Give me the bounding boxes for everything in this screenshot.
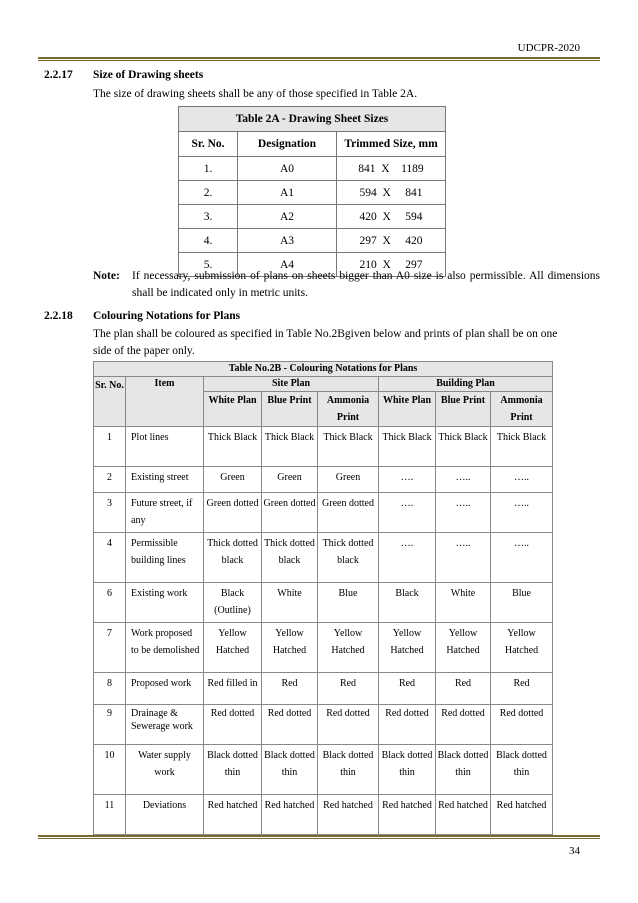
row-item: Plot lines [126,427,204,467]
section-number: 2.2.17 [44,69,73,81]
column-header: Ammonia Print [318,392,379,427]
row-number: 3 [94,493,126,533]
table-cell: …. [379,467,436,493]
table-cell: Red [318,673,379,705]
row-number: 4 [94,533,126,583]
table-row [179,157,446,181]
table-cell: Yellow Hatched [379,623,436,673]
table-cell: Black dotted thin [491,745,553,795]
section-number: 2.2.18 [44,310,73,322]
table-cell: A1 [238,181,337,205]
table-caption: Table No.2B - Colouring Notations for Plans [94,362,553,377]
table-cell: A0 [238,157,337,181]
table-caption: Table 2A - Drawing Sheet Sizes [179,107,446,132]
table-cell: 594 X 841 [337,181,446,205]
document-code: UDCPR-2020 [517,42,580,54]
column-header: Blue Print [436,392,491,427]
table-cell: Red hatched [262,795,318,835]
table-cell: Red dotted [436,705,491,745]
footer-rule-thin [38,838,600,839]
column-header: White Plan [204,392,262,427]
row-item: Future street, if any [126,493,204,533]
section-intro: The size of drawing sheets shall be any of those specified in Table 2A. [93,88,418,100]
table-row [179,229,446,253]
table-cell: Red dotted [491,705,553,745]
row-number: 9 [94,705,126,745]
row-item: Work proposed to be demolished [126,623,204,673]
table-cell: Red hatched [491,795,553,835]
table-cell: Red [491,673,553,705]
table-cell: …. [379,533,436,583]
table-cell: Black (Outline) [204,583,262,623]
table-cell: Red hatched [436,795,491,835]
row-number: 8 [94,673,126,705]
table-cell: 1. [179,157,238,181]
table-cell: 4. [179,229,238,253]
table-cell: Black dotted thin [318,745,379,795]
table-cell: Red hatched [379,795,436,835]
group-header-building-plan: Building Plan [379,377,553,392]
table-cell: Blue [491,583,553,623]
table-cell: A4 [238,253,337,277]
table-cell: Yellow Hatched [491,623,553,673]
table-cell: Green [262,467,318,493]
table-cell: Yellow Hatched [204,623,262,673]
table-cell: 297 X 420 [337,229,446,253]
table-cell: Thick dotted black [318,533,379,583]
table-cell: Black dotted thin [436,745,491,795]
table-row [94,673,553,705]
note-text: If necessary, submission of plans on sheets bigger than A0 size is also permissible. All dimensions shall be indicated only in metric units. [132,270,600,299]
table-cell: Thick Black [379,427,436,467]
table-cell: 5. [179,253,238,277]
table-row [94,745,553,795]
drawing-sheet-sizes-table [178,106,446,277]
header-rule-thin [38,60,600,61]
group-header-site-plan: Site Plan [204,377,379,392]
table-cell: …. [379,493,436,533]
row-number: 11 [94,795,126,835]
table-cell: Black dotted thin [204,745,262,795]
table-row [94,583,553,623]
table-row [94,705,553,745]
table-cell: Red filled in [204,673,262,705]
table-cell: Thick Black [491,427,553,467]
table-row [94,493,553,533]
row-number: 1 [94,427,126,467]
row-number: 10 [94,745,126,795]
table-cell: Thick Black [436,427,491,467]
table-cell: Thick Black [318,427,379,467]
row-number: 6 [94,583,126,623]
column-header: Sr. No. [179,132,238,157]
table-cell: 2. [179,181,238,205]
table-cell: Yellow Hatched [436,623,491,673]
table-cell: ….. [491,493,553,533]
row-item: Existing street [126,467,204,493]
table-cell: Red dotted [204,705,262,745]
table-cell: Blue [318,583,379,623]
table-cell: Red hatched [318,795,379,835]
table-cell: Thick Black [204,427,262,467]
row-item: Water supply work [126,745,204,795]
table-cell: 3. [179,205,238,229]
column-header-sr: Sr. No. [94,377,126,427]
table-cell: A3 [238,229,337,253]
row-item: Drainage & Sewerage work [126,705,204,745]
row-item: Permissible building lines [126,533,204,583]
table-cell: ….. [436,533,491,583]
table-cell: ….. [436,467,491,493]
table-cell: Green [204,467,262,493]
column-header-item: Item [126,377,204,427]
table-cell: ….. [491,533,553,583]
table-cell: Red dotted [379,705,436,745]
table-row [94,467,553,493]
row-number: 2 [94,467,126,493]
table-cell: White [436,583,491,623]
column-header: Blue Print [262,392,318,427]
table-row [94,623,553,673]
table-cell: Yellow Hatched [262,623,318,673]
note-label: Note: [93,270,120,282]
table-row [179,181,446,205]
table-cell: Thick dotted black [262,533,318,583]
table-cell: Green [318,467,379,493]
row-number: 7 [94,623,126,673]
table-cell: Green dotted [318,493,379,533]
table-cell: 210 X 297 [337,253,446,277]
column-header: Designation [238,132,337,157]
table-row [94,427,553,467]
table-cell: ….. [491,467,553,493]
section-intro: The plan shall be coloured as specified in Table No.2Bgiven below and prints of plan shall be on one side of the paper only. [93,328,558,357]
table-cell: Yellow Hatched [318,623,379,673]
table-cell: Red dotted [262,705,318,745]
table-row [94,795,553,835]
row-item: Proposed work [126,673,204,705]
row-item: Deviations [126,795,204,835]
header-rule [38,57,600,59]
table-cell: Red dotted [318,705,379,745]
footer-rule [38,835,600,837]
column-header: White Plan [379,392,436,427]
table-cell: 841 X 1189 [337,157,446,181]
section-title: Colouring Notations for Plans [93,310,241,322]
table-cell: ….. [436,493,491,533]
table-cell: White [262,583,318,623]
table-cell: Red [262,673,318,705]
table-cell: Black dotted thin [379,745,436,795]
table-cell: Red hatched [204,795,262,835]
table-cell: Green dotted [262,493,318,533]
table-cell: Red [436,673,491,705]
table-cell: Black [379,583,436,623]
column-header: Ammonia Print [491,392,553,427]
colouring-notations-table [93,361,553,835]
column-header: Trimmed Size, mm [337,132,446,157]
table-row [94,533,553,583]
page-number: 34 [569,845,580,857]
table-cell: A2 [238,205,337,229]
section-title: Size of Drawing sheets [93,69,204,81]
table-cell: Thick dotted black [204,533,262,583]
table-cell: Green dotted [204,493,262,533]
table-cell: Thick Black [262,427,318,467]
table-row [179,205,446,229]
table-cell: 420 X 594 [337,205,446,229]
table-cell: Black dotted thin [262,745,318,795]
table-cell: Red [379,673,436,705]
row-item: Existing work [126,583,204,623]
